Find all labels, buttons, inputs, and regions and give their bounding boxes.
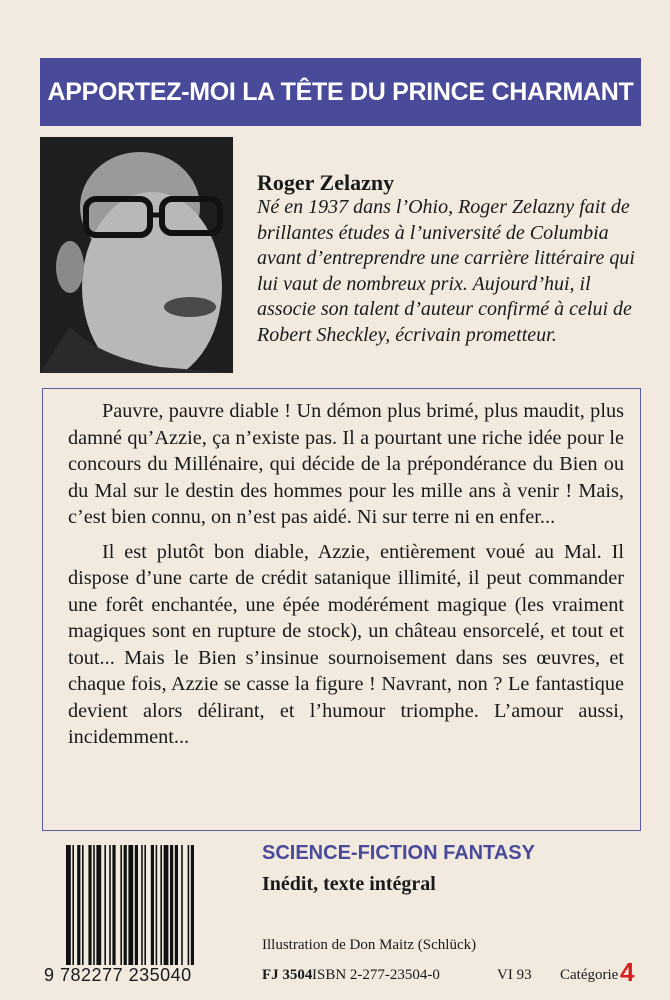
- barcode-bar: [93, 845, 95, 965]
- barcode-bar: [151, 845, 154, 965]
- barcode-bar: [77, 845, 80, 965]
- barcode-bar: [135, 845, 138, 965]
- category-label: Catégorie: [560, 967, 619, 983]
- barcode-bar: [120, 845, 122, 965]
- barcode-bar: [170, 845, 173, 965]
- barcode-bar: [124, 845, 127, 965]
- barcode-bar: [66, 845, 71, 965]
- synopsis-paragraph-2: Il est plutôt bon diable, Azzie, entièrement voué au Mal. Il dispose d’une carte de crédit satanique illimité, il peut commander une forêt enchantée, une épée modérément magique (les vraiment magiques sont en rupture de stock), un château ensorcelé, et tout et tout... Mais le Bien s’insinue sournoisement dans ses œuvres, et chaque fois, Azzie se casse la figure ! Navrant, non ? Le fantastique devient alors délirant, et l’humour triomphe. L’amour aussi, incidemment...: [68, 540, 624, 748]
- barcode-bar: [181, 845, 183, 965]
- barcode-bar: [175, 845, 178, 965]
- collection-number: FJ 3504: [262, 967, 313, 983]
- barcode-bar: [109, 845, 111, 965]
- barcode-bar: [141, 845, 143, 965]
- barcode-bar: [72, 845, 74, 965]
- illustration-credit: Illustration de Don Maitz (Schlück): [262, 937, 477, 953]
- category-number: 4: [620, 957, 635, 987]
- barcode: [64, 845, 244, 965]
- barcode-bar: [156, 845, 158, 965]
- barcode-bar: [88, 845, 91, 965]
- edition-note: Inédit, texte intégral: [262, 873, 436, 895]
- author-name: Roger Zelazny: [257, 170, 395, 195]
- synopsis-paragraph-1: Pauvre, pauvre diable ! Un démon plus brimé, plus maudit, plus damné qu’Azzie, ça n’existe pas. Il a pourtant une riche idée pour le concours du Millénaire, qui décide de la prépondérance du Bien ou du Mal sur le destin des hommes pour les mille ans à venir ! Mais, c’est bien connu, on n’est pas aidé. Ni sur terre ni en enfer...: [68, 400, 624, 528]
- barcode-bar: [128, 845, 133, 965]
- barcode-bar: [191, 845, 194, 965]
- book-title: APPORTEZ-MOI LA TÊTE DU PRINCE CHARMANT: [47, 77, 634, 106]
- synopsis: [68, 398, 624, 759]
- barcode-bar: [144, 845, 146, 965]
- isbn: ISBN 2-277-23504-0: [312, 967, 440, 983]
- barcode-number: 9 782277 235040: [44, 965, 192, 985]
- barcode-bar: [112, 845, 115, 965]
- barcode-bar: [82, 845, 84, 965]
- barcode-bar: [188, 845, 190, 965]
- barcode-bar: [104, 845, 106, 965]
- barcode-bar: [96, 845, 101, 965]
- author-portrait-image: [40, 137, 233, 373]
- issue-date: VI 93: [497, 967, 532, 983]
- author-bio: Né en 1937 dans l’Ohio, Roger Zelazny fait de brillantes études à l’université de Columbia avant d’entreprendre une carrière littéraire qui lui vaut de nombreux prix. Aujourd’hui, il associe son talent d’auteur confirmé à celui de Robert Sheckley, écrivain prometteur.: [257, 196, 635, 346]
- barcode-bar: [164, 845, 169, 965]
- barcode-bars: [64, 845, 244, 965]
- author-photo: [40, 137, 233, 373]
- title-banner: [40, 58, 641, 126]
- barcode-bar: [160, 845, 162, 965]
- genre-label: SCIENCE-FICTION FANTASY: [262, 842, 535, 864]
